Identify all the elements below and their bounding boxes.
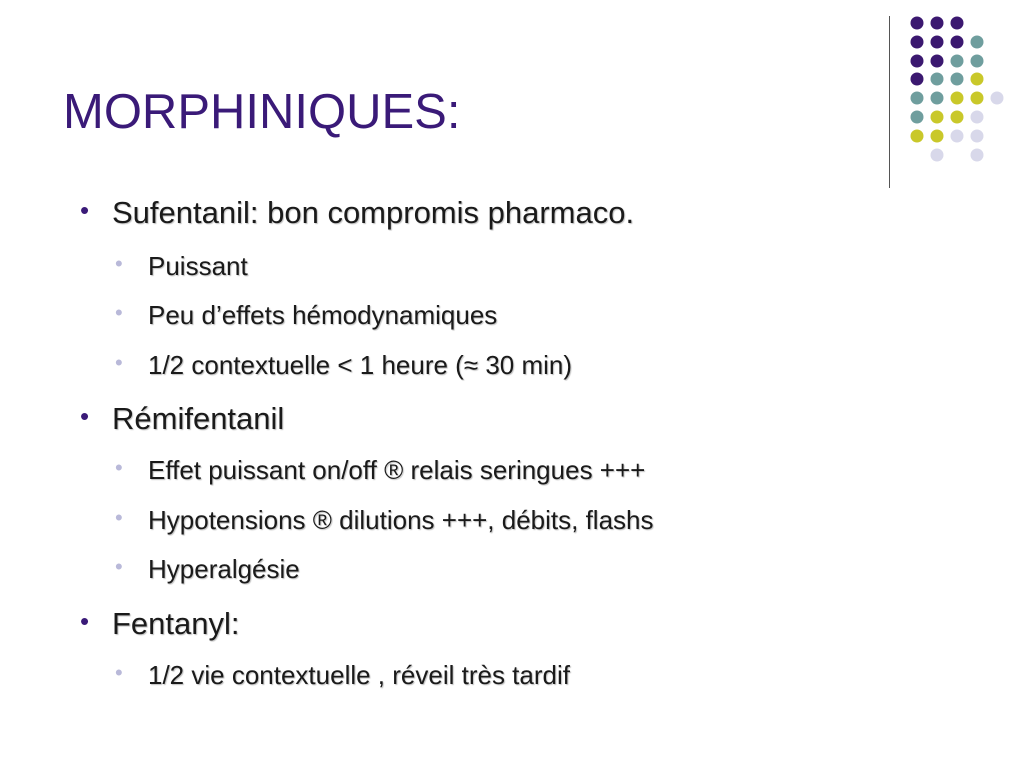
sub-bullet-marker: • <box>115 660 123 685</box>
sub-bullet-marker: • <box>115 350 123 375</box>
bullet-text: Sufentanil: bon compromis pharmaco. <box>112 195 635 230</box>
sub-bullet-marker: • <box>115 300 123 325</box>
sub-bullet-text: 1/2 vie contextuelle , réveil très tardif <box>148 660 570 690</box>
sub-bullet-item <box>115 505 654 536</box>
sub-bullet-text: Effet puissant on/off ® relais seringues +++ <box>148 455 646 485</box>
sub-bullet-item <box>115 251 248 282</box>
sub-bullet-text: Hypotensions ® dilutions +++, débits, flashs <box>148 505 654 535</box>
slide-title: MORPHINIQUES: <box>63 85 461 139</box>
bullet-marker: • <box>80 606 90 636</box>
bullet-marker: • <box>80 195 90 225</box>
sub-bullet-text: Peu d’effets hémodynamiques <box>148 300 498 330</box>
sub-bullet-text: Puissant <box>148 251 248 281</box>
bullet-item <box>80 195 635 231</box>
sub-bullet-text: Hyperalgésie <box>148 554 300 584</box>
bullet-marker: • <box>80 401 90 431</box>
bullet-item <box>80 401 285 437</box>
bullet-item <box>80 606 240 642</box>
sub-bullet-item <box>115 455 646 486</box>
bullet-text: Fentanyl: <box>112 606 240 641</box>
sub-bullet-marker: • <box>115 554 123 579</box>
bullet-text: Rémifentanil <box>112 401 285 436</box>
sub-bullet-marker: • <box>115 505 123 530</box>
sub-bullet-item <box>115 350 573 381</box>
sub-bullet-marker: • <box>115 251 123 276</box>
sub-bullet-item <box>115 554 300 585</box>
sub-bullet-item <box>115 300 498 331</box>
sub-bullet-item <box>115 660 570 691</box>
sub-bullet-text: 1/2 contextuelle < 1 heure (≈ 30 min) <box>148 350 573 380</box>
sub-bullet-marker: • <box>115 455 123 480</box>
